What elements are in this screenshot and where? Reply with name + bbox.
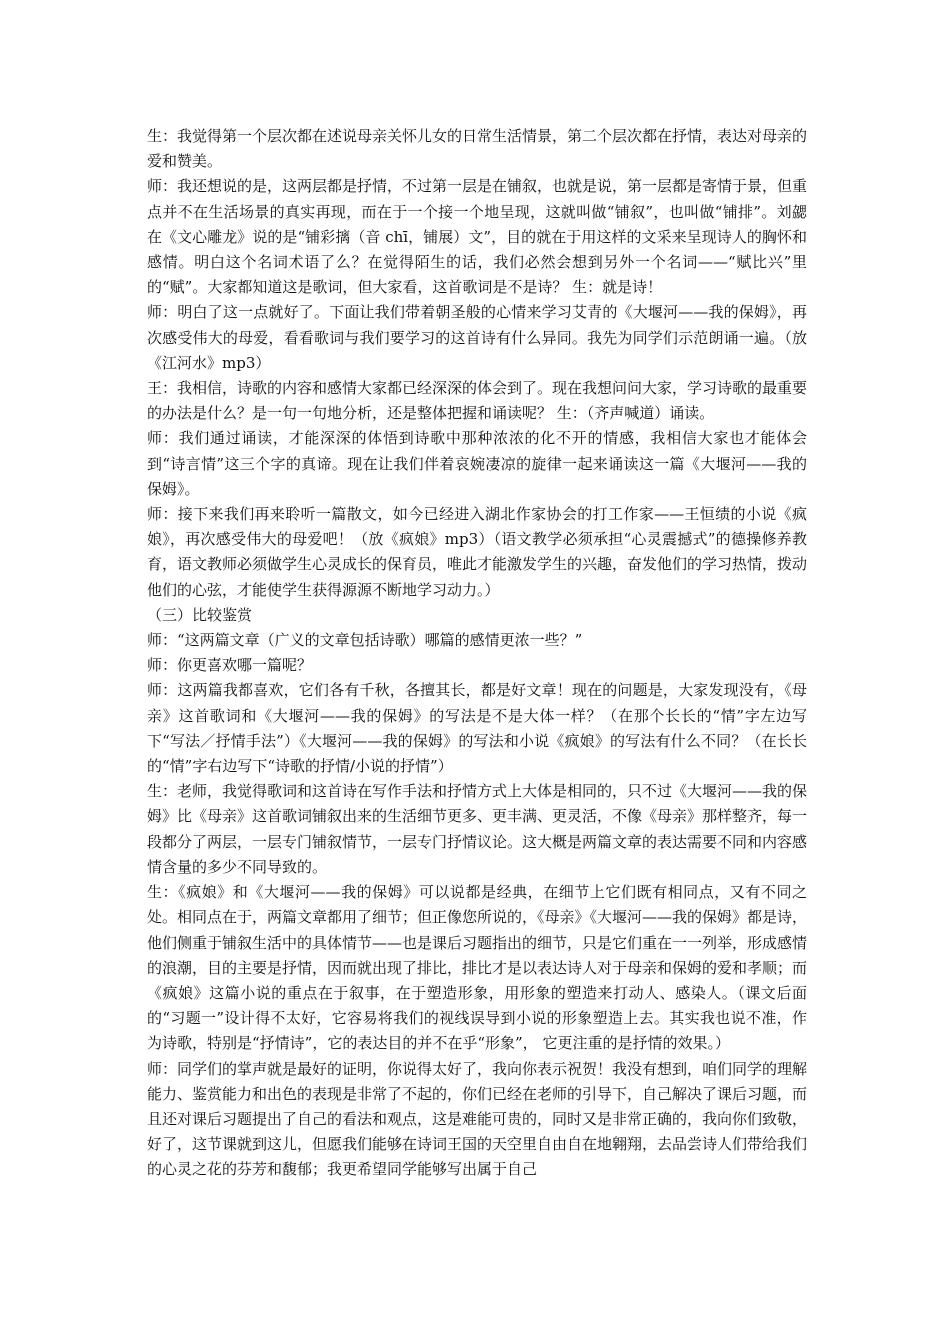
- paragraph-student-answer-3: 生：《疯娘》和《大堰河——我的保姆》可以说都是经典，在细节上它们既有相同点，又有不同之处。相同点在于，两篇文章都用了细节；但正像您所说的，《母亲》《大堰河——我的保姆》都是诗，他们侧重于铺叙生活中的具体情节——也是课后习题指出的细节，只是它们重在一一列举，形成感情的浪潮，目的主要是抒情，因而就出现了排比，排比才是以表达诗人对于母亲和保姆的爱和孝顺；而《疯娘》这篇小说的重点在于叙事，在于塑造形象，用形象的塑造来打动人、感染人。（课文后面的“习题一”设计得不太好，它容易将我们的视线误导到小说的形象塑造上去。其实我也说不准，作为诗歌，特别是“抒情诗”，它的表达目的并不在乎“形象”， 它更注重的是抒情的效果。）: [147, 883, 808, 1053]
- paragraph-teacher-question-1: 师：“这两篇文章（广义的文章包括诗歌）哪篇的感情更浓一些？”: [147, 631, 583, 650]
- paragraph-teacher-dayanhe: 师：明白了这一点就好了。下面让我们带着朝圣般的心情来学习艾青的《大堰河——我的保姆》，再次感受伟大的母爱，看看歌词与我们要学习的这首诗有什么异同。我先为同学们示范朗诵一遍。（放《江河水》mp3）: [147, 303, 807, 372]
- paragraph-teacher-conclusion: 师：同学们的掌声就是最好的证明，你说得太好了，我向你表示祝贺！我没有想到，咱们同学的理解能力、鉴赏能力和出色的表现是非常了不起的，你们已经在老师的引导下，自己解决了课后习题，而且还对课后习题提出了自己的看法和观点，这是难能可贵的，同时又是非常正确的，我向你们致敬，好了，这节课就到这儿，但愿我们能够在诗词王国的天空里自由自在地翱翔，去品尝诗人们带给我们的心灵之花的芬芳和馥郁；我更希望同学能够写出属于自己: [147, 1059, 808, 1179]
- paragraph-teacher-fengniang: 师：接下来我们再来聆听一篇散文，如今已经进入湖北作家协会的打工作家——王恒绩的小说《疯娘》，再次感受伟大的母爱吧！（放《疯娘》mp3）（语文教学必须承担“心灵震撼式”的德操修养教育，语文教师必须做学生心灵成长的保育员，唯此才能激发学生的兴趣，奋发他们的学习热情，拨动他们的心弦，才能使学生获得源源不断地学习动力。）: [147, 505, 808, 599]
- paragraph-teacher-recite: 师：我们通过诵读，才能深深的体悟到诗歌中那种浓浓的化不开的情感，我相信大家也才能体会到“诗言情”这三个字的真谛。现在让我们伴着哀婉凄凉的旋律一起来诵读这一篇《大堰河——我的保姆》。: [147, 429, 807, 498]
- paragraph-student-answer-2: 生：老师，我觉得歌词和这首诗在写作手法和抒情方式上大体是相同的，只不过《大堰河——我的保姆》比《母亲》这首歌词铺叙出来的生活细节更多、更丰满、更灵活，不像《母亲》那样整齐，每一段都分了两层，一层专门铺叙情节，一层专门抒情议论。这大概是两篇文章的表达需要不同和内容感情含量的多少不同导致的。: [147, 782, 808, 876]
- section-heading-comparison: （三）比较鉴赏: [147, 605, 253, 624]
- paragraph-wang-recitation: 王：我相信，诗歌的内容和感情大家都已经深深的体会到了。现在我想问问大家，学习诗歌的最重要的办法是什么？是一句一句地分析，还是整体把握和诵读呢？ 生：（齐声喊道）诵读。: [147, 379, 808, 423]
- paragraph-teacher-writing-method: 师：这两篇我都喜欢，它们各有千秋，各擅其长，都是好文章！现在的问题是，大家发现没有，《母亲》这首歌词和《大堰河——我的保姆》的写法是不是大体一样？（在那个长长的“情”字左边写下“写法／抒情手法”）《大堰河——我的保姆》的写法和小说《疯娘》的写法有什么不同？（在长长的“情”字右边写下“诗歌的抒情/小说的抒情”）: [147, 681, 807, 776]
- paragraph-teacher-question-2: 师：你更喜欢哪一篇呢？: [147, 656, 313, 675]
- document-body: [147, 124, 807, 1183]
- paragraph-teacher-fuxu: 师：我还想说的是，这两层都是抒情，不过第一层是在铺叙，也就是说，第一层都是寄情于景，但重点并不在生活场景的真实再现，而在于一个接一个地呈现，这就叫做“铺叙”，也叫做“铺排”。刘勰在《文心雕龙》说的是“铺彩摛（音 chī，铺展）文”，目的就在于用这样的文采来呈现诗人的胸怀和感情。明白这个名词术语了么？在觉得陌生的话，我们必然会想到另外一个名词——“赋比兴”里的“赋”。大家都知道这是歌词，但大家看，这首歌词是不是诗？ 生：就是诗！: [147, 177, 808, 297]
- paragraph-student-answer-1: 生：我觉得第一个层次都在述说母亲关怀儿女的日常生活情景，第二个层次都在抒情，表达对母亲的爱和赞美。: [147, 127, 808, 171]
